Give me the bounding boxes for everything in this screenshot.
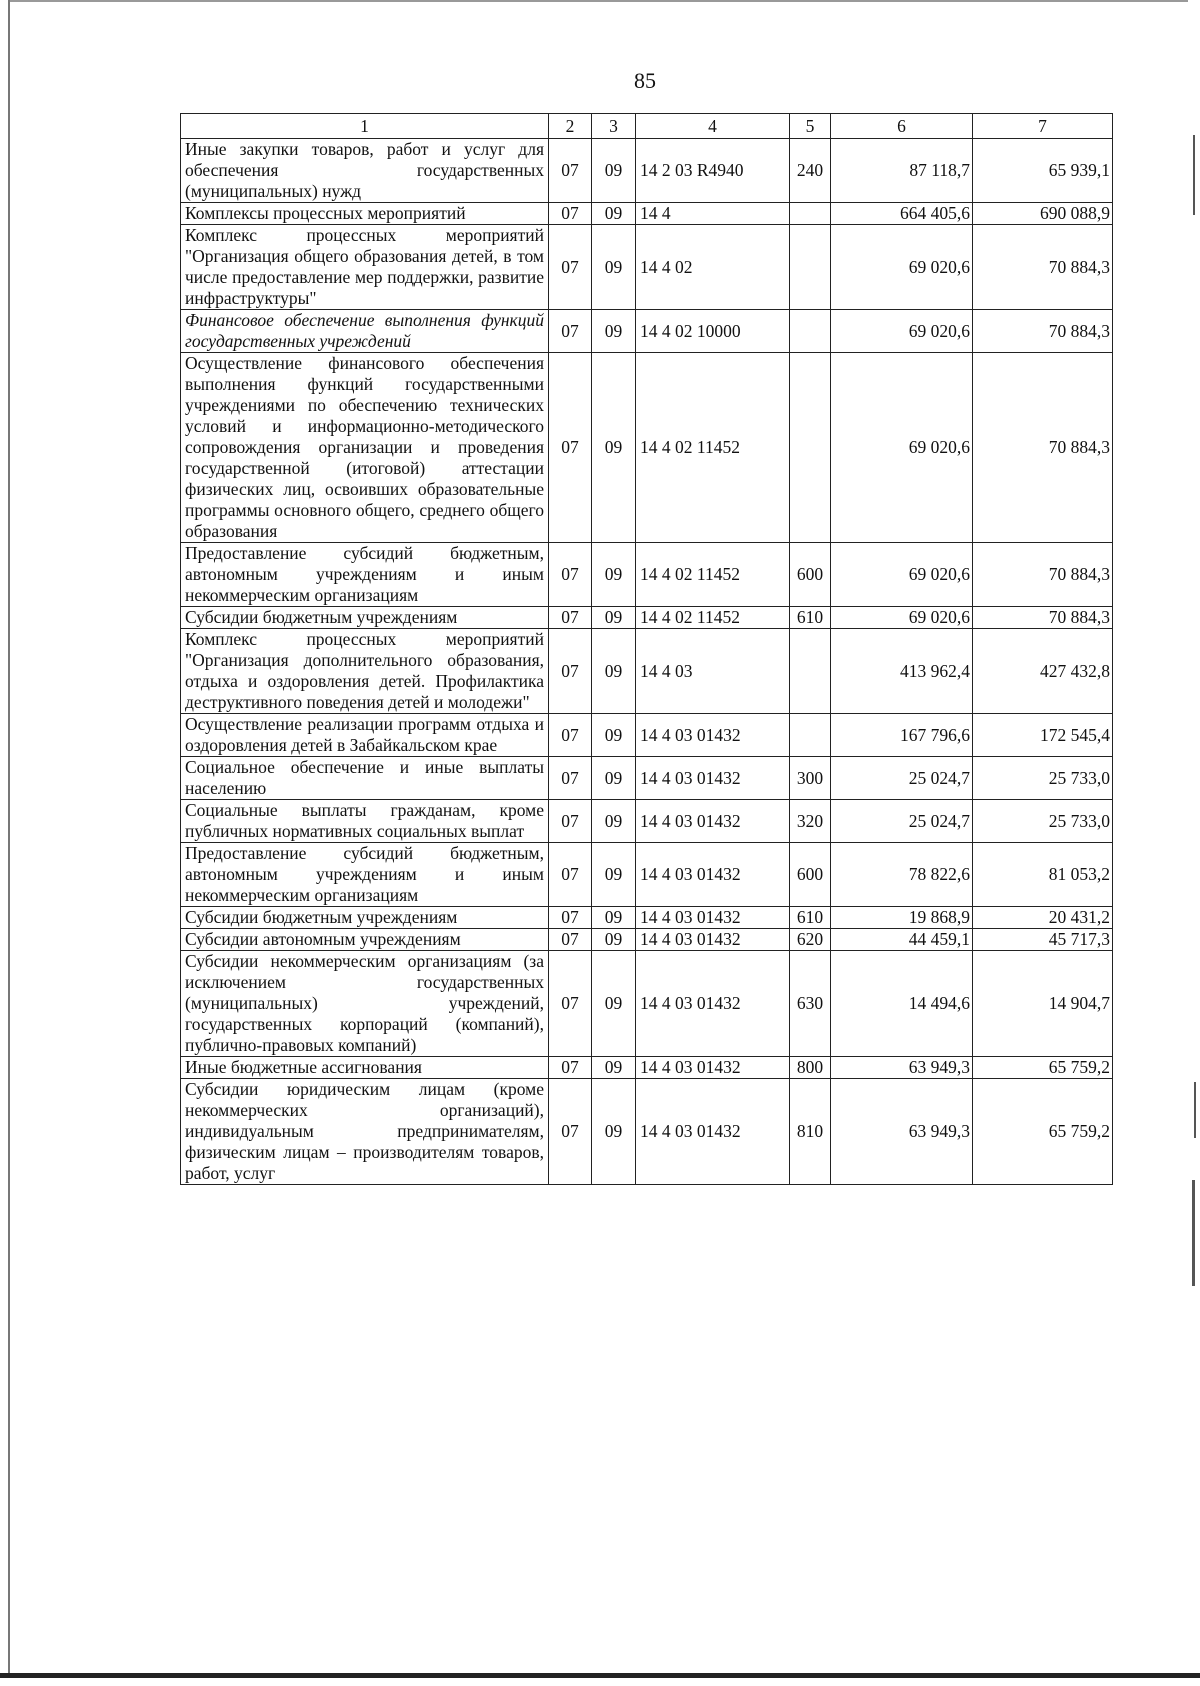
section-code-cell: 07 <box>549 629 592 714</box>
header-cell: 6 <box>831 114 973 139</box>
amount-year-1-cell: 14 494,6 <box>831 951 973 1057</box>
item-name-cell: Субсидии юридическим лицам (кроме некоммерческих организаций), индивидуальным предпринимателям, физическим лицам – производителям товаров, работ, услуг <box>181 1079 549 1185</box>
item-name-cell: Предоставление субсидий бюджетным, автономным учреждениям и иным некоммерческим организациям <box>181 843 549 907</box>
header-cell: 2 <box>549 114 592 139</box>
section-code-cell: 07 <box>549 843 592 907</box>
expense-type-cell: 240 <box>790 139 831 203</box>
page-number: 85 <box>634 68 656 93</box>
section-code-cell: 07 <box>549 951 592 1057</box>
amount-year-2-cell: 690 088,9 <box>973 203 1113 225</box>
expense-type-cell: 600 <box>790 843 831 907</box>
subsection-code-cell: 09 <box>592 757 636 800</box>
expense-type-cell: 800 <box>790 1057 831 1079</box>
expense-type-cell <box>790 310 831 353</box>
target-article-cell: 14 4 03 01432 <box>636 714 790 757</box>
section-code-cell: 07 <box>549 225 592 310</box>
amount-year-1-cell: 25 024,7 <box>831 757 973 800</box>
subsection-code-cell: 09 <box>592 907 636 929</box>
table-row <box>181 800 1113 843</box>
target-article-cell: 14 4 03 01432 <box>636 757 790 800</box>
section-code-cell: 07 <box>549 800 592 843</box>
subsection-code-cell: 09 <box>592 139 636 203</box>
table-row <box>181 543 1113 607</box>
expense-type-cell <box>790 629 831 714</box>
item-name-cell: Предоставление субсидий бюджетным, автономным учреждениям и иным некоммерческим организациям <box>181 543 549 607</box>
amount-year-2-cell: 81 053,2 <box>973 843 1113 907</box>
table-row <box>181 1079 1113 1185</box>
scan-mark-right-lower <box>1192 1180 1195 1286</box>
item-name-cell: Иные бюджетные ассигнования <box>181 1057 549 1079</box>
table-row <box>181 951 1113 1057</box>
target-article-cell: 14 4 02 11452 <box>636 607 790 629</box>
item-name-cell: Осуществление реализации программ отдыха и оздоровления детей в Забайкальском крае <box>181 714 549 757</box>
scan-top-edge <box>8 0 1188 2</box>
target-article-cell: 14 4 03 <box>636 629 790 714</box>
subsection-code-cell: 09 <box>592 225 636 310</box>
table-row <box>181 353 1113 543</box>
item-name-cell: Комплексы процессных мероприятий <box>181 203 549 225</box>
target-article-cell: 14 4 03 01432 <box>636 800 790 843</box>
table-row <box>181 714 1113 757</box>
target-article-cell: 14 4 02 11452 <box>636 543 790 607</box>
expense-type-cell: 610 <box>790 607 831 629</box>
item-name-cell: Финансовое обеспечение выполнения функций государственных учреждений <box>181 310 549 353</box>
expense-type-cell <box>790 353 831 543</box>
subsection-code-cell: 09 <box>592 800 636 843</box>
expense-type-cell: 810 <box>790 1079 831 1185</box>
amount-year-2-cell: 70 884,3 <box>973 543 1113 607</box>
section-code-cell: 07 <box>549 353 592 543</box>
item-name-cell: Социальное обеспечение и иные выплаты населению <box>181 757 549 800</box>
table-row <box>181 310 1113 353</box>
target-article-cell: 14 4 02 10000 <box>636 310 790 353</box>
section-code-cell: 07 <box>549 757 592 800</box>
target-article-cell: 14 4 03 01432 <box>636 951 790 1057</box>
scan-mark-right-middle <box>1194 1082 1196 1138</box>
table-row <box>181 203 1113 225</box>
expense-type-cell: 600 <box>790 543 831 607</box>
expense-type-cell <box>790 203 831 225</box>
amount-year-1-cell: 63 949,3 <box>831 1057 973 1079</box>
amount-year-2-cell: 65 759,2 <box>973 1057 1113 1079</box>
section-code-cell: 07 <box>549 1079 592 1185</box>
amount-year-2-cell: 65 939,1 <box>973 139 1113 203</box>
section-code-cell: 07 <box>549 1057 592 1079</box>
amount-year-2-cell: 70 884,3 <box>973 353 1113 543</box>
amount-year-1-cell: 69 020,6 <box>831 607 973 629</box>
target-article-cell: 14 4 03 01432 <box>636 843 790 907</box>
target-article-cell: 14 4 03 01432 <box>636 929 790 951</box>
amount-year-1-cell: 69 020,6 <box>831 353 973 543</box>
expense-type-cell: 320 <box>790 800 831 843</box>
section-code-cell: 07 <box>549 310 592 353</box>
subsection-code-cell: 09 <box>592 843 636 907</box>
amount-year-2-cell: 65 759,2 <box>973 1079 1113 1185</box>
header-cell: 1 <box>181 114 549 139</box>
amount-year-1-cell: 25 024,7 <box>831 800 973 843</box>
scan-bottom-edge <box>0 1673 1200 1678</box>
table-row <box>181 907 1113 929</box>
target-article-cell: 14 2 03 R4940 <box>636 139 790 203</box>
scan-left-edge <box>8 0 10 1676</box>
section-code-cell: 07 <box>549 929 592 951</box>
section-code-cell: 07 <box>549 139 592 203</box>
table-header-row <box>181 114 1113 139</box>
amount-year-1-cell: 44 459,1 <box>831 929 973 951</box>
subsection-code-cell: 09 <box>592 629 636 714</box>
target-article-cell: 14 4 <box>636 203 790 225</box>
section-code-cell: 07 <box>549 203 592 225</box>
subsection-code-cell: 09 <box>592 714 636 757</box>
amount-year-2-cell: 25 733,0 <box>973 757 1113 800</box>
amount-year-2-cell: 172 545,4 <box>973 714 1113 757</box>
table-row <box>181 139 1113 203</box>
amount-year-2-cell: 14 904,7 <box>973 951 1113 1057</box>
subsection-code-cell: 09 <box>592 1057 636 1079</box>
subsection-code-cell: 09 <box>592 203 636 225</box>
header-cell: 3 <box>592 114 636 139</box>
item-name-cell: Комплекс процессных мероприятий "Организация дополнительного образования, отдыха и оздоровления детей. Профилактика деструктивного поведения детей и молодежи" <box>181 629 549 714</box>
amount-year-1-cell: 69 020,6 <box>831 225 973 310</box>
amount-year-2-cell: 20 431,2 <box>973 907 1113 929</box>
item-name-cell: Субсидии бюджетным учреждениям <box>181 907 549 929</box>
table-row <box>181 225 1113 310</box>
amount-year-1-cell: 69 020,6 <box>831 310 973 353</box>
budget-table <box>180 113 1113 1185</box>
amount-year-2-cell: 25 733,0 <box>973 800 1113 843</box>
item-name-cell: Социальные выплаты гражданам, кроме публичных нормативных социальных выплат <box>181 800 549 843</box>
subsection-code-cell: 09 <box>592 353 636 543</box>
amount-year-1-cell: 78 822,6 <box>831 843 973 907</box>
scan-mark-right-upper <box>1193 135 1195 215</box>
table-row <box>181 607 1113 629</box>
section-code-cell: 07 <box>549 543 592 607</box>
target-article-cell: 14 4 02 <box>636 225 790 310</box>
target-article-cell: 14 4 03 01432 <box>636 1079 790 1185</box>
section-code-cell: 07 <box>549 907 592 929</box>
expense-type-cell <box>790 225 831 310</box>
header-cell: 5 <box>790 114 831 139</box>
item-name-cell: Осуществление финансового обеспечения выполнения функций государственными учреждениями по обеспечению технических условий и информационно-методического сопровождения организации и проведения государственной (итоговой) аттестации физических лиц, освоивших образовательные программы основного общего, среднего общего образования <box>181 353 549 543</box>
table-row <box>181 843 1113 907</box>
amount-year-2-cell: 70 884,3 <box>973 607 1113 629</box>
expense-type-cell: 620 <box>790 929 831 951</box>
target-article-cell: 14 4 03 01432 <box>636 907 790 929</box>
item-name-cell: Иные закупки товаров, работ и услуг для обеспечения государственных (муниципальных) нужд <box>181 139 549 203</box>
amount-year-1-cell: 664 405,6 <box>831 203 973 225</box>
subsection-code-cell: 09 <box>592 607 636 629</box>
subsection-code-cell: 09 <box>592 929 636 951</box>
amount-year-1-cell: 19 868,9 <box>831 907 973 929</box>
section-code-cell: 07 <box>549 607 592 629</box>
amount-year-1-cell: 63 949,3 <box>831 1079 973 1185</box>
item-name-cell: Комплекс процессных мероприятий "Организация общего образования детей, в том числе предоставление мер поддержки, развитие инфраструктуры" <box>181 225 549 310</box>
expense-type-cell: 630 <box>790 951 831 1057</box>
amount-year-2-cell: 427 432,8 <box>973 629 1113 714</box>
target-article-cell: 14 4 03 01432 <box>636 1057 790 1079</box>
amount-year-1-cell: 87 118,7 <box>831 139 973 203</box>
item-name-cell: Субсидии автономным учреждениям <box>181 929 549 951</box>
amount-year-2-cell: 70 884,3 <box>973 225 1113 310</box>
table-row <box>181 1057 1113 1079</box>
target-article-cell: 14 4 02 11452 <box>636 353 790 543</box>
amount-year-1-cell: 413 962,4 <box>831 629 973 714</box>
amount-year-1-cell: 69 020,6 <box>831 543 973 607</box>
header-cell: 7 <box>973 114 1113 139</box>
header-cell: 4 <box>636 114 790 139</box>
subsection-code-cell: 09 <box>592 543 636 607</box>
amount-year-2-cell: 45 717,3 <box>973 929 1113 951</box>
expense-type-cell: 300 <box>790 757 831 800</box>
amount-year-1-cell: 167 796,6 <box>831 714 973 757</box>
amount-year-2-cell: 70 884,3 <box>973 310 1113 353</box>
expense-type-cell <box>790 714 831 757</box>
subsection-code-cell: 09 <box>592 310 636 353</box>
item-name-cell: Субсидии некоммерческим организациям (за исключением государственных (муниципальных) учреждений, государственных корпораций (компаний), публично-правовых компаний) <box>181 951 549 1057</box>
item-name-cell: Субсидии бюджетным учреждениям <box>181 607 549 629</box>
section-code-cell: 07 <box>549 714 592 757</box>
table-row <box>181 629 1113 714</box>
subsection-code-cell: 09 <box>592 951 636 1057</box>
expense-type-cell: 610 <box>790 907 831 929</box>
table-row <box>181 929 1113 951</box>
subsection-code-cell: 09 <box>592 1079 636 1185</box>
table-row <box>181 757 1113 800</box>
